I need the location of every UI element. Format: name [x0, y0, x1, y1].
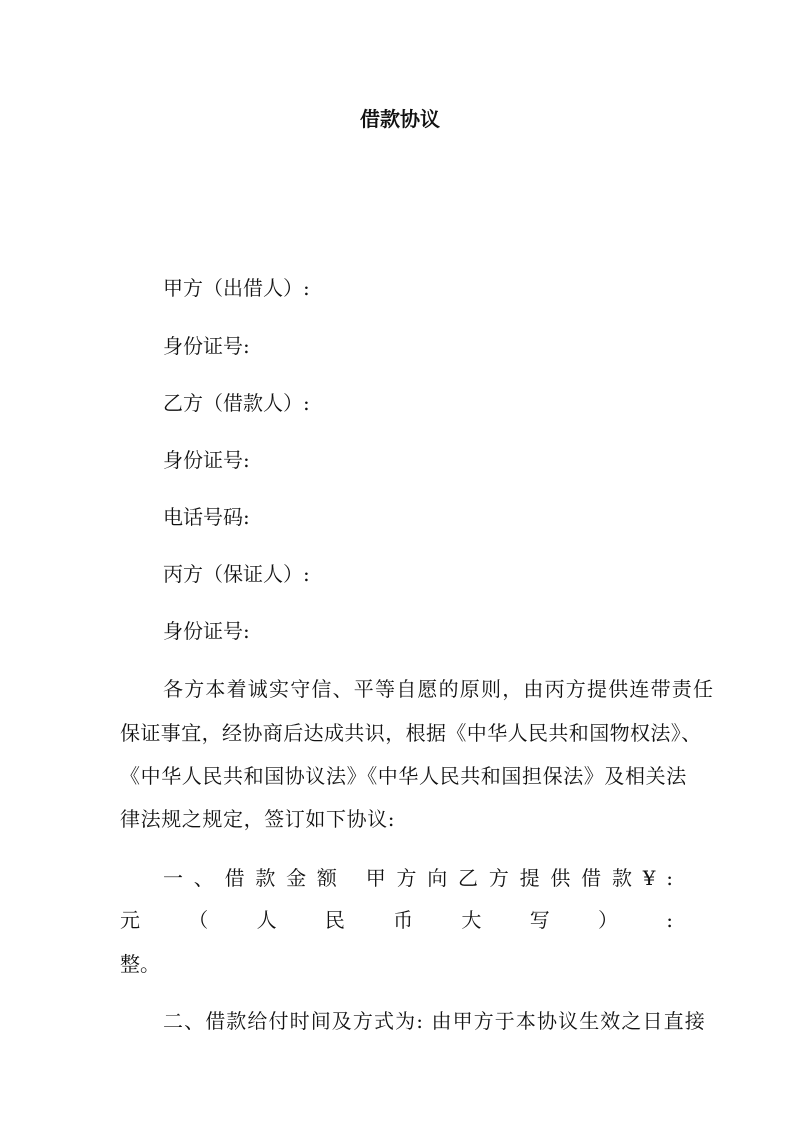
clause-2-line-1: 二、借款给付时间及方式为: 由甲方于本协议生效之日直接: [163, 1009, 706, 1033]
clause-1-char: 人: [256, 908, 277, 932]
clause-1-char: 借: [224, 866, 245, 890]
clause-1-char: 乙: [458, 866, 479, 890]
clause-1-char: 借: [581, 866, 602, 890]
preamble-line-3: 《中华人民共和国协议法》《中华人民共和国担保法》及相关法: [120, 764, 687, 788]
clause-1-char: 大: [461, 908, 482, 932]
clause-1-line-3: 整。: [120, 952, 160, 976]
phone-field-label: 电话号码:: [163, 505, 250, 529]
preamble-line-2: 保证事宜，经协商后达成共识，根据《中华人民共和国物权法》、: [120, 721, 702, 745]
clause-1-line-2: [120, 907, 673, 933]
clause-1-char: 提: [519, 866, 540, 890]
lender-field-label: 甲方（出借人）:: [163, 276, 310, 300]
borrower-field-label: 乙方（借款人）:: [163, 391, 310, 415]
preamble-line-4: 律法规之规定，签订如下协议:: [120, 807, 396, 831]
clause-1-char: 一: [163, 866, 183, 890]
clause-1-char: 款: [255, 866, 276, 890]
clause-1-char: ）: [597, 908, 618, 932]
clause-1-char: 方: [488, 866, 509, 890]
clause-1-char: 向: [427, 866, 448, 890]
document-title: 借款协议: [360, 107, 440, 131]
guarantor-field-label: 丙方（保证人）:: [163, 562, 310, 586]
clause-1-char: :: [666, 866, 673, 890]
clause-1-char: 元: [120, 908, 140, 932]
clause-1-char: 供: [550, 866, 571, 890]
clause-1-char: 、: [193, 866, 214, 890]
clause-1-char: 方: [396, 866, 417, 890]
clause-1-char: 甲: [365, 866, 386, 890]
lender-id-field-label: 身份证号:: [163, 334, 250, 358]
clause-1-char: 款: [611, 866, 632, 890]
clause-1-char: 额: [316, 866, 337, 890]
clause-1-char: 写: [529, 908, 550, 932]
clause-1-char: 币: [393, 908, 414, 932]
clause-1-char: （: [188, 908, 209, 932]
borrower-id-field-label: 身份证号:: [163, 448, 250, 472]
clause-1-char: :: [666, 908, 673, 932]
clause-1-char: 民: [324, 908, 345, 932]
clause-1-char: ¥: [642, 866, 656, 890]
guarantor-id-field-label: 身份证号:: [163, 619, 250, 643]
clause-1-char: 金: [286, 866, 307, 890]
preamble-line-1: 各方本着诚实守信、平等自愿的原则，由丙方提供连带责任: [163, 677, 715, 701]
clause-1-line-1: [163, 865, 673, 891]
